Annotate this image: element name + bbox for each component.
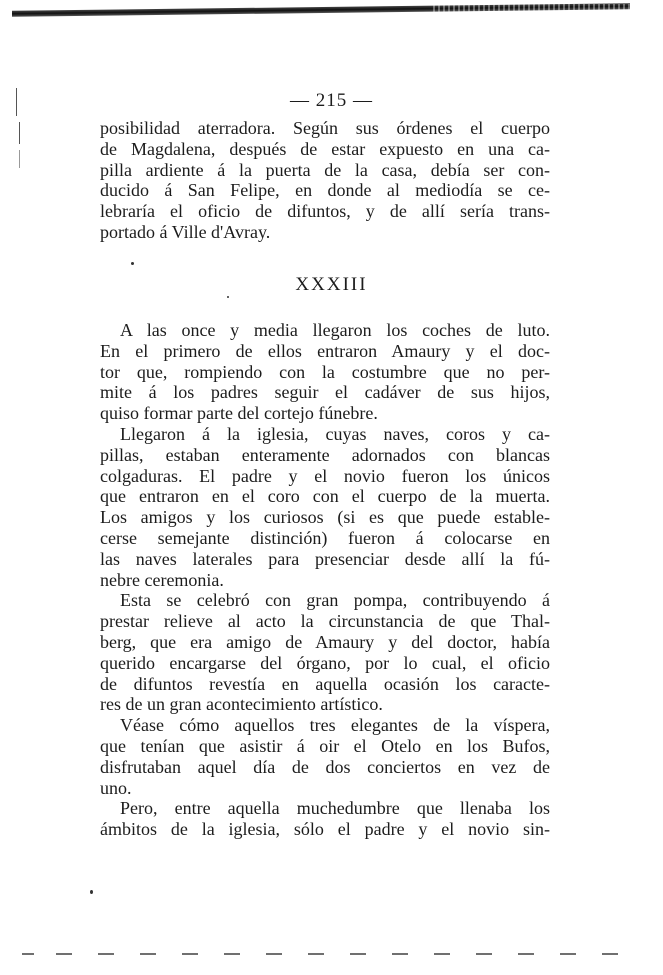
text-line: A las once y media llegaron los coches de luto.	[120, 320, 550, 340]
ink-speck	[227, 296, 229, 298]
text-line: ámbitos de la iglesia, sólo el padre y el novio sin-	[100, 819, 550, 840]
paragraph-continuation	[100, 118, 550, 243]
text-line: ducido á San Felipe, en donde al mediodía se ce-	[100, 180, 550, 201]
text-line: de difuntos revestía en aquella ocasión los caracte-	[100, 673, 550, 694]
text-line: lebraría el oficio de difuntos, y de allí sería trans-	[100, 201, 550, 222]
text-line: mite á los padres seguir el cadáver de sus hijos,	[100, 382, 550, 403]
text-line: posibilidad aterradora. Según sus órdenes el cuerpo	[100, 118, 550, 138]
ink-speck	[90, 890, 93, 894]
margin-mark	[19, 122, 20, 144]
text-line: las naves laterales para presenciar desde allí la fú-	[100, 548, 550, 569]
text-line: cerse semejante distinción) fueron á colocarse en	[100, 527, 550, 548]
text-line: que entraron en el coro con el cuerpo de la muerta.	[100, 486, 550, 507]
text-line: portado á Ville d'Avray.	[100, 221, 271, 242]
text-line: tor que, rompiendo con la costumbre que no per-	[100, 361, 550, 382]
text-line: nebre ceremonia.	[100, 569, 224, 590]
text-line: querido encargarse del órgano, por lo cual, el oficio	[100, 652, 550, 673]
page-number: — 215 —	[290, 90, 373, 111]
text-line: Los amigos y los curiosos (si es que puede estable-	[100, 507, 550, 528]
text-line: pillas, estaban enteramente adornados con blancas	[100, 444, 550, 465]
top-rule-wear	[430, 4, 630, 16]
text-line: res de un gran acontecimiento artístico.	[100, 694, 383, 715]
text-line: Esta se celebró con gran pompa, contribuyendo á	[120, 590, 550, 611]
margin-mark	[19, 150, 20, 168]
text-line: pilla ardiente á la puerta de la casa, debía ser con-	[100, 159, 550, 180]
paragraph	[100, 320, 550, 840]
chapter-heading: XXXIII	[295, 274, 368, 295]
text-line: quiso formar parte del cortejo fúnebre.	[100, 403, 378, 424]
text-line: Pero, entre aquella muchedumbre que llenaba los	[120, 798, 550, 819]
bottom-scan-dashes	[22, 942, 630, 958]
text-line: berg, que era amigo de Amaury y del doctor, había	[100, 631, 550, 652]
ink-speck	[131, 262, 134, 265]
text-line: de Magdalena, después de estar expuesto en una ca-	[100, 138, 550, 159]
text-line: En el primero de ellos entraron Amaury y el doc-	[100, 340, 550, 361]
text-line: disfrutaban aquel día de dos conciertos en vez de	[100, 756, 550, 777]
text-line: Llegaron á la iglesia, cuyas naves, coros y ca-	[120, 423, 550, 444]
text-line: Véase cómo aquellos tres elegantes de la víspera,	[120, 715, 550, 736]
text-line: que tenían que asistir á oir el Otelo en los Bufos,	[100, 735, 550, 756]
text-line: uno.	[100, 777, 132, 798]
text-line: colgaduras. El padre y el novio fueron los únicos	[100, 465, 550, 486]
text-line: prestar relieve al acto la circunstancia de que Thal-	[100, 611, 550, 632]
